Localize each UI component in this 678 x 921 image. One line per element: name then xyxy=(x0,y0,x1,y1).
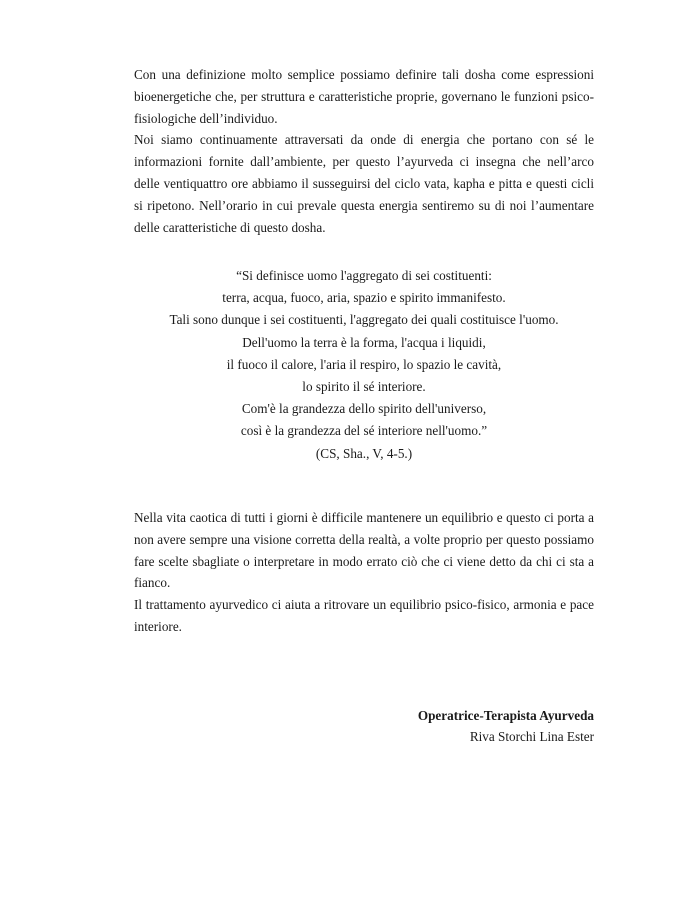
quotation-block xyxy=(134,265,594,465)
quote-line: il fuoco il calore, l'aria il respiro, lo spazio le cavità, xyxy=(226,356,502,372)
signature-name: Riva Storchi Lina Ester xyxy=(469,729,594,744)
quote-line: terra, acqua, fuoco, aria, spazio e spirito immanifesto. xyxy=(222,290,506,306)
intro-section xyxy=(134,64,594,238)
quote-line: “Si definisce uomo l'aggregato di sei costituenti: xyxy=(236,268,492,283)
paragraph-treatment: Il trattamento ayurvedico ci aiuta a ritrovare un equilibrio psico-fisico, armonia e pace interiore. xyxy=(134,597,594,634)
closing-section xyxy=(134,507,594,638)
quote-line: Dell'uomo la terra è la forma, l'acqua i liquidi, xyxy=(242,334,486,350)
quote-line: Tali sono dunque i sei costituenti, l'aggregato dei quali costituisce l'uomo. xyxy=(169,312,559,328)
signature-role: Operatrice-Terapista Ayurveda xyxy=(417,708,594,723)
quote-line: Com'è la grandezza dello spirito dell'universo, xyxy=(241,401,487,417)
paragraph-energy-cycles: Noi siamo continuamente attraversati da onde di energia che portano con sé le informazioni fornite dall’ambiente, per questo l’ayurveda ci insegna che nell’arco delle ventiquattro ore abbiamo il susseguirsi del ciclo vata, kapha e pitta e questi cicli si ripetono. Nell’orario in cui prevale questa energia sentiremo su di noi l’aumentare delle caratteristiche di questo dosha. xyxy=(134,132,594,235)
quote-line: così è la grandezza del sé interiore nell'uomo.” xyxy=(240,423,488,439)
quote-line: lo spirito il sé interiore. xyxy=(302,379,426,395)
paragraph-daily-life: Nella vita caotica di tutti i giorni è difficile mantenere un equilibrio e questo ci porta a non avere sempre una visione corretta della realtà, a volte proprio per questo possiamo fare scelte sbagliate o interpretare in modo errato ciò che ci viene detto da chi ci sta a fianco. xyxy=(134,510,594,591)
quote-citation: (CS, Sha., V, 4-5.) xyxy=(315,445,413,461)
signature-block xyxy=(418,705,594,747)
paragraph-dosha-definition: Con una definizione molto semplice possiamo definire tali dosha come espressioni bioenergetiche che, per struttura e caratteristiche proprie, governano le funzioni psico-fisiologiche dell’individuo. xyxy=(134,67,594,126)
